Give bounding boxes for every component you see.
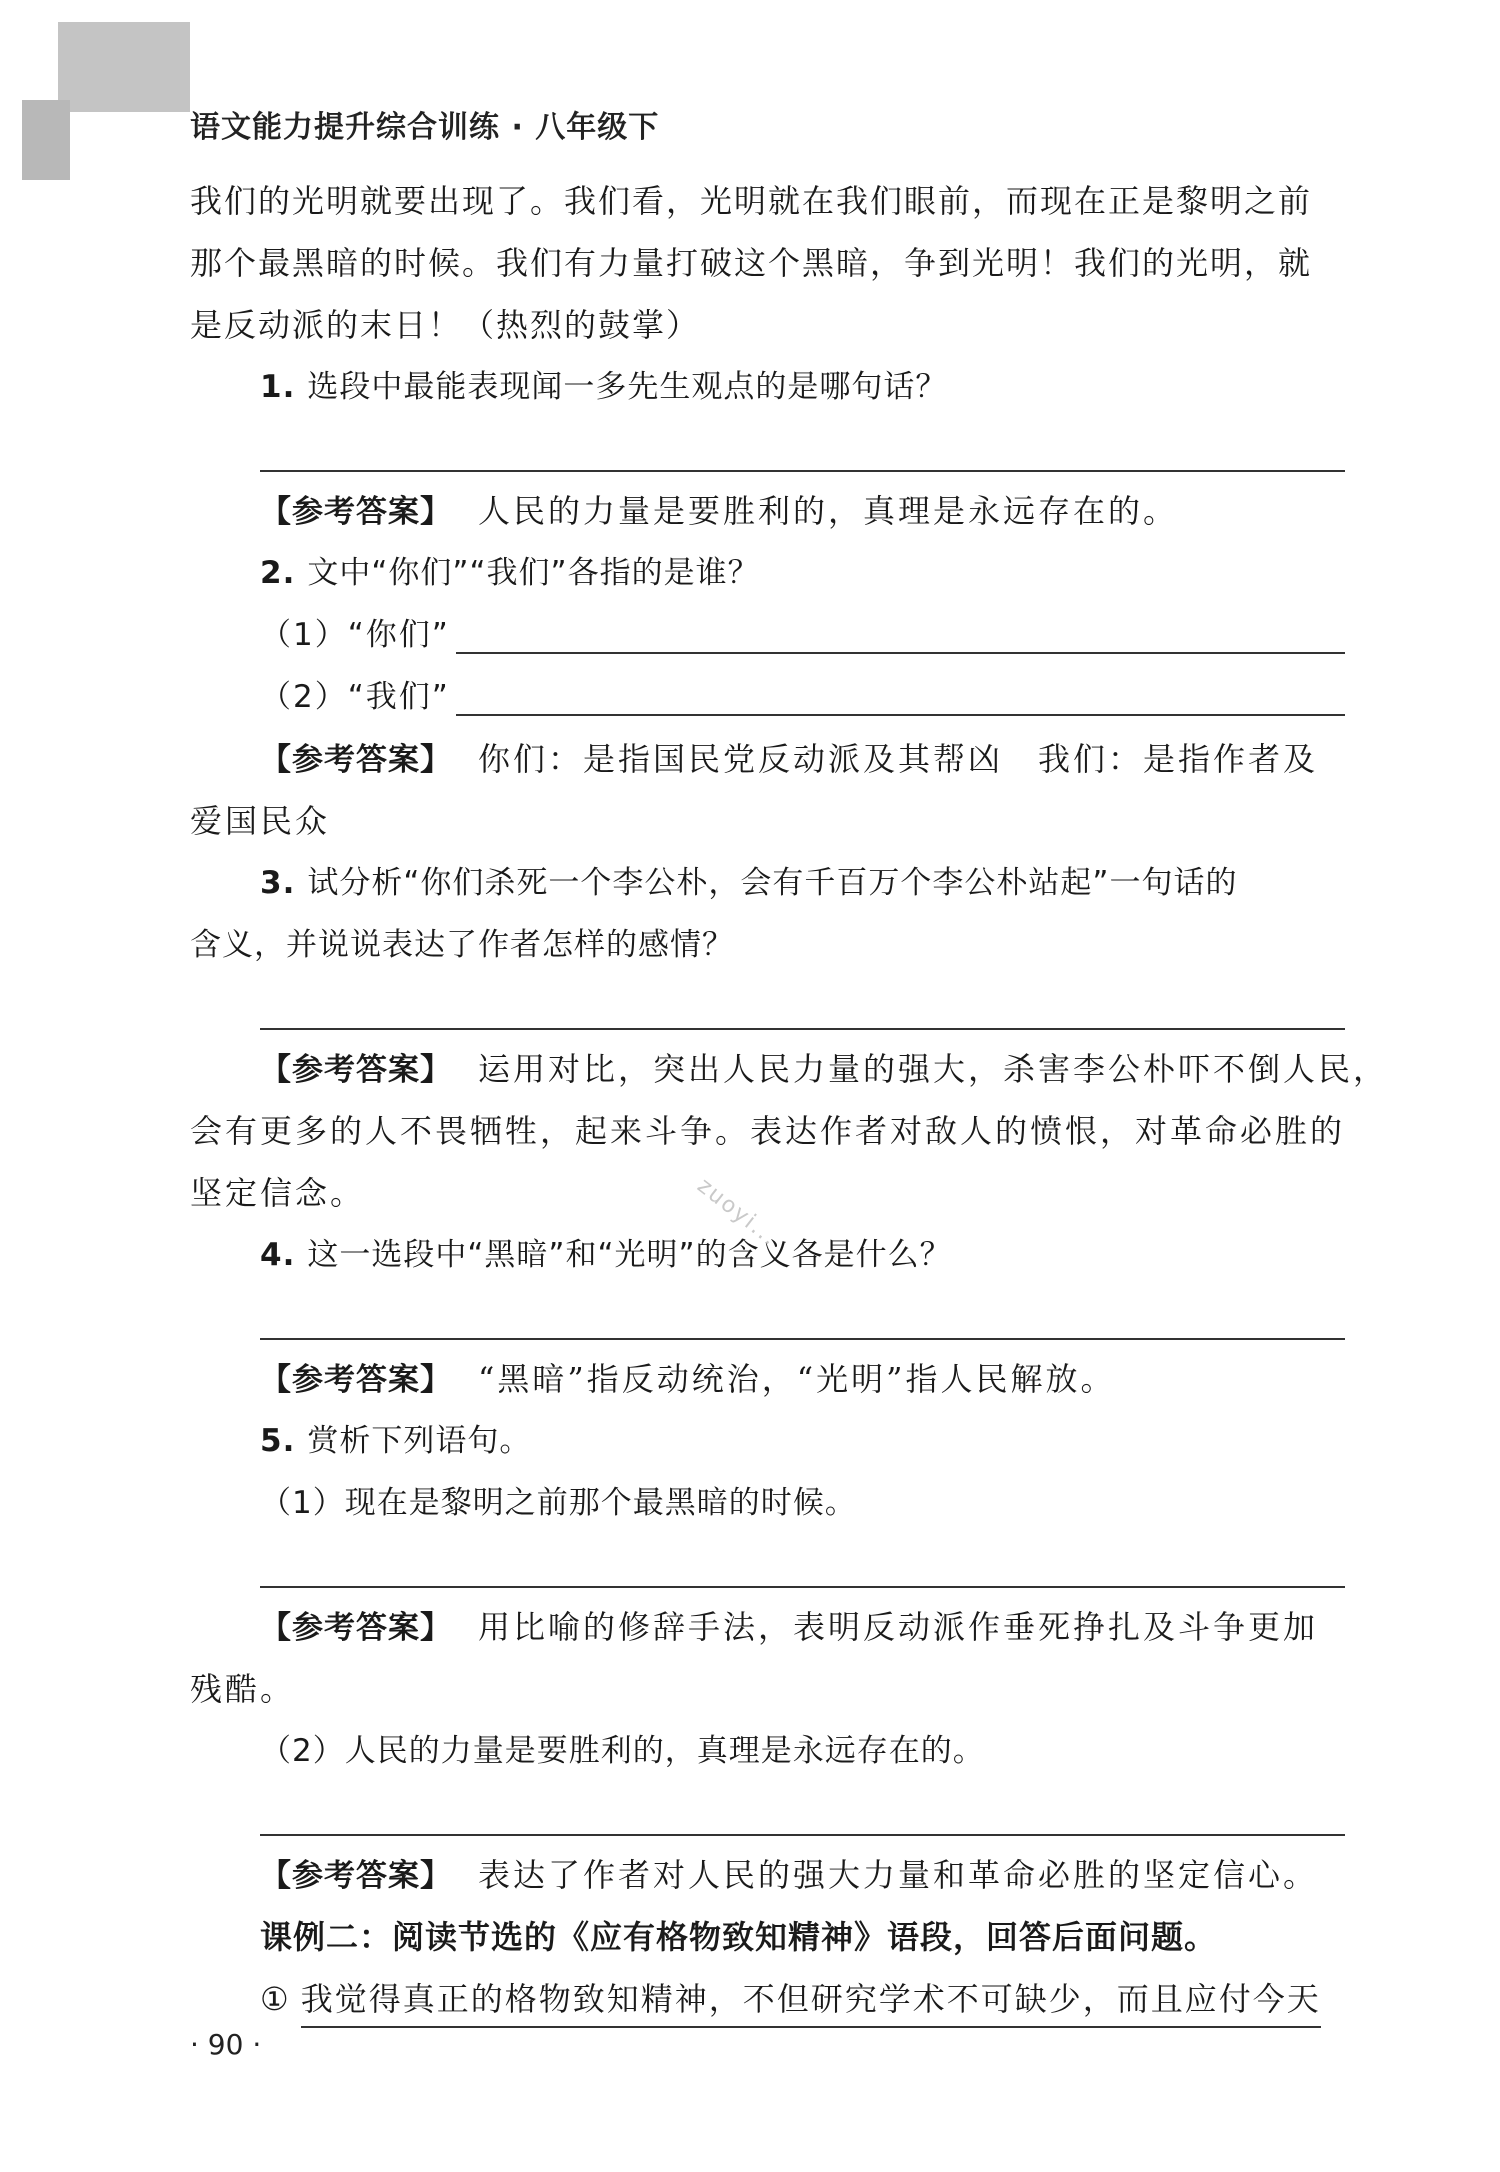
answer-2 <box>190 728 1345 790</box>
answer-blank-3[interactable] <box>190 976 1345 1038</box>
example-2-paragraph-1 <box>190 1968 1345 2030</box>
answer-label: 【参考答案】 <box>260 742 452 778</box>
answer-text: “黑暗”指反动统治，“光明”指人民解放。 <box>478 1360 1116 1398</box>
question-text: 文中“你们”“我们”各指的是谁？ <box>307 555 760 591</box>
answer-label: 【参考答案】 <box>260 1610 452 1646</box>
answer-5-2 <box>190 1844 1345 1906</box>
answer-5-1 <box>190 1596 1345 1658</box>
answer-blank-5-2[interactable] <box>190 1782 1345 1844</box>
question-text: 赏析下列语句。 <box>307 1423 532 1459</box>
answer-5-1-cont: 残酷。 <box>190 1670 296 1708</box>
answer-text: 人民的力量是要胜利的，真理是永远存在的。 <box>478 492 1179 530</box>
question-3-cont: 含义，并说说表达了作者怎样的感情？ <box>190 927 734 963</box>
passage-line: 我们的光明就要出现了。我们看，光明就在我们眼前，而现在正是黎明之前 <box>190 182 1313 220</box>
corner-decoration-large <box>58 22 190 112</box>
question-number: 1. <box>260 369 296 405</box>
answer-label: 【参考答案】 <box>260 494 452 530</box>
answer-label: 【参考答案】 <box>260 1362 452 1398</box>
question-number: 3. <box>260 865 296 901</box>
watermark: zuoyi... <box>692 1173 783 1252</box>
section-title: 课例二：阅读节选的《应有格物致知精神》语段，回答后面问题。 <box>260 1918 1218 1956</box>
answer-text: 你们：是指国民党反动派及其帮凶 我们：是指作者及 <box>478 740 1319 778</box>
underlined-text: 我觉得真正的格物致知精神，不但研究学术不可缺少，而且应付今天 <box>301 1972 1321 2028</box>
question-5-sub-1: （1）现在是黎明之前那个最黑暗的时候。 <box>260 1485 857 1521</box>
answer-text: 运用对比，突出人民力量的强大，杀害李公朴吓不倒人民， <box>478 1050 1389 1088</box>
answer-3-cont: 会有更多的人不畏牺牲，起来斗争。表达作者对敌人的愤恨，对革命必胜的 <box>190 1112 1346 1150</box>
answer-blank-2-2[interactable] <box>456 714 1345 716</box>
paragraph-marker: ① <box>260 1980 291 2018</box>
answer-3 <box>190 1038 1389 1100</box>
question-3 <box>190 852 1345 914</box>
answer-3-cont: 坚定信念。 <box>190 1174 366 1212</box>
question-text: 这一选段中“黑暗”和“光明”的含义各是什么？ <box>307 1237 952 1273</box>
question-2-sub-1 <box>190 604 1345 666</box>
question-2-sub-2 <box>190 666 1345 728</box>
page-number: · 90 · <box>190 2028 262 2061</box>
answer-4 <box>190 1348 1345 1410</box>
question-number: 2. <box>260 555 296 591</box>
answer-1 <box>190 480 1345 542</box>
page-content <box>190 170 1389 2030</box>
question-1 <box>190 356 1345 418</box>
question-2 <box>190 542 1345 604</box>
passage-line: 是反动派的末日！（热烈的鼓掌） <box>190 306 701 344</box>
question-number: 5. <box>260 1423 296 1459</box>
answer-blank-5-1[interactable] <box>190 1534 1345 1596</box>
answer-blank-2-1[interactable] <box>456 652 1345 654</box>
passage-line: 那个最黑暗的时候。我们有力量打破这个黑暗，争到光明！我们的光明，就 <box>190 244 1313 282</box>
question-text: 选段中最能表现闻一多先生观点的是哪句话？ <box>307 369 948 405</box>
answer-2-cont: 爱国民众 <box>190 802 331 840</box>
running-header: 语文能力提升综合训练 · 八年级下 <box>190 110 660 145</box>
corner-decoration-small <box>22 100 70 180</box>
question-5 <box>190 1410 1345 1472</box>
answer-label: 【参考答案】 <box>260 1858 452 1894</box>
sub-label: （2）“我们” <box>260 679 450 715</box>
sub-label: （1）“你们” <box>260 617 450 653</box>
question-text: 试分析“你们杀死一个李公朴，会有千百万个李公朴站起”一句话的 <box>307 865 1238 901</box>
answer-blank-1[interactable] <box>190 418 1345 480</box>
answer-text: 用比喻的修辞手法，表明反动派作垂死挣扎及斗争更加 <box>478 1608 1319 1646</box>
answer-text: 表达了作者对人民的强大力量和革命必胜的坚定信心。 <box>478 1856 1319 1894</box>
answer-blank-4[interactable] <box>190 1286 1345 1348</box>
answer-label: 【参考答案】 <box>260 1052 452 1088</box>
question-number: 4. <box>260 1237 296 1273</box>
question-5-sub-2: （2）人民的力量是要胜利的，真理是永远存在的。 <box>260 1733 985 1769</box>
